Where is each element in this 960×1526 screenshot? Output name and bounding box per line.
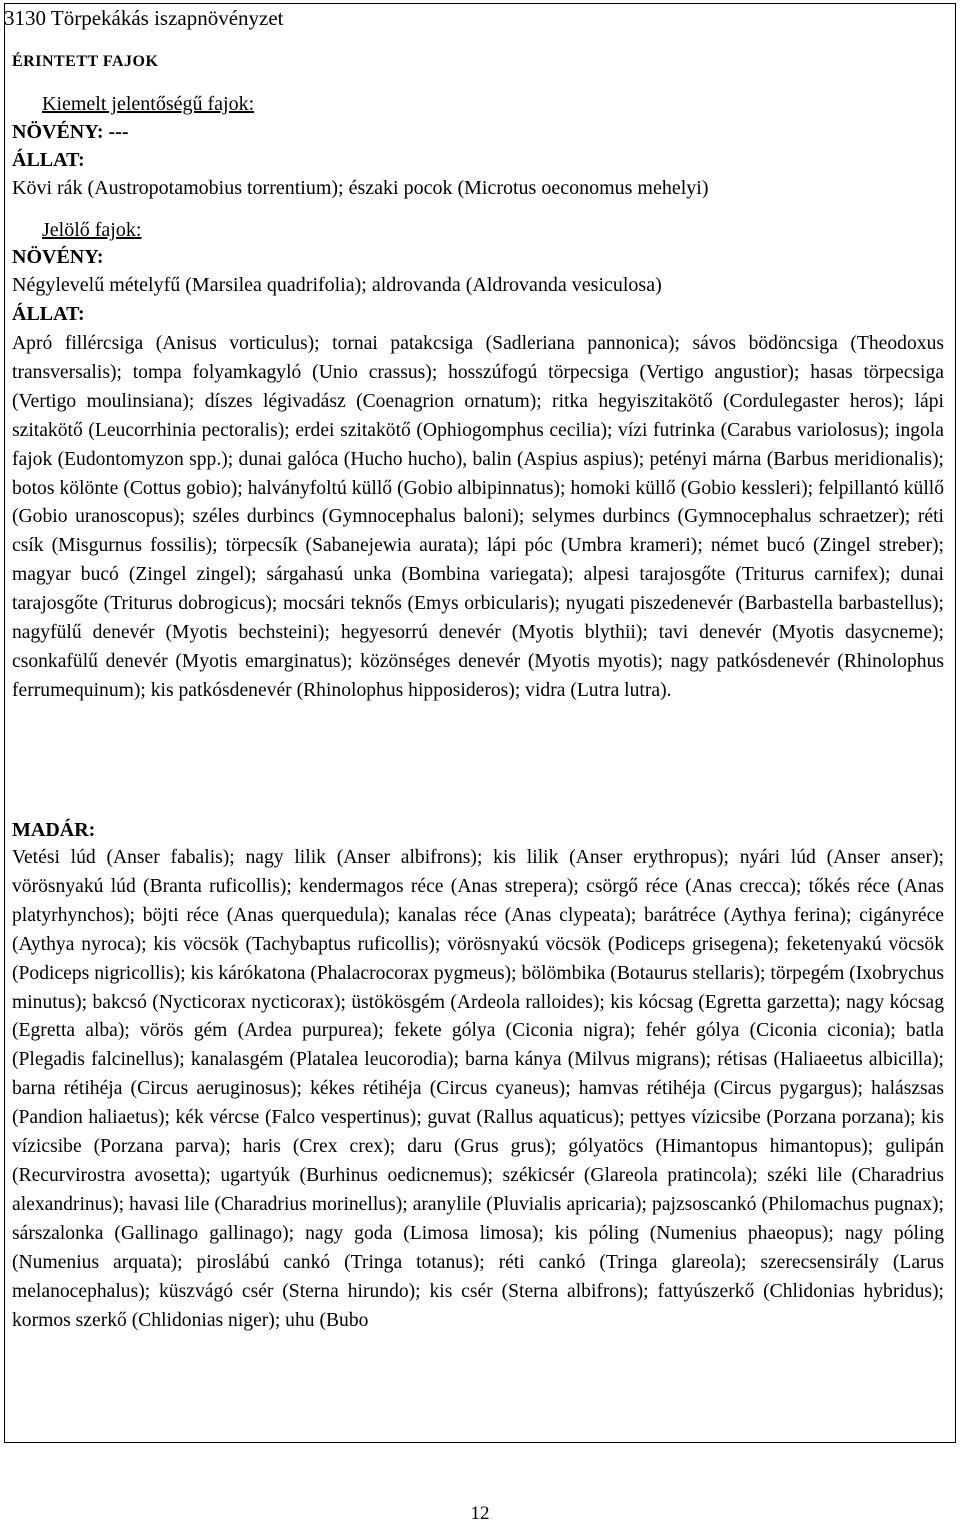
indicator-bird-label: MADÁR: [12,819,96,841]
priority-animal-text: Kövi rák (Austropotamobius torrentium); északi pocok (Microtus oeconomus mehelyi) [12,177,709,199]
section-title: 3130 Törpekákás iszapnövényzet [4,6,284,30]
priority-animal-label: ÁLLAT: [12,149,85,171]
indicator-animal-label: ÁLLAT: [12,303,85,325]
priority-plant-label: NÖVÉNY: --- [12,121,129,143]
affected-species-heading: ÉRINTETT FAJOK [12,53,159,70]
indicator-plant-text: Négylevelű mételyfű (Marsilea quadrifolia); aldrovanda (Aldrovanda vesiculosa) [12,274,662,296]
indicator-animal-text: Apró fillércsiga (Anisus vorticulus); tornai patakcsiga (Sadleriana pannonica); sávos bödöncsiga (Theodoxus transversalis); tompa folyamkagyló (Unio crassus); hosszúfogú törpecsiga (Vertigo angustior); hasas törpecsiga (Vertigo moulinsiana); díszes légivadász (Coenagrion ornatum); ritka hegyiszitakötő (Cordulegaster heros); lápi szitakötő (Leucorrhinia pectoralis); erdei szitakötő (Ophiogomphus cecilia); vízi futrinka (Carabus variolosus); ingola fajok (Eudontomyzon spp.); dunai galóca (Hucho hucho), balin (Aspius aspius); petényi márna (Barbus meridionalis); botos kölönte (Cottus gobio); halványfoltú küllő (Gobio albipinnatus); homoki küllő (Gobio kessleri); felpillantó küllő (Gobio uranoscopus); széles durbincs (Gymnocephalus baloni); selymes durbincs (Gymnocephalus schraetzer); réti csík (Misgurnus fossilis); törpecsík (Sabanejewia aurata); lápi póc (Umbra krameri); német bucó (Zingel streber); magyar bucó (Zingel zingel); sárgahasú unka (Bombina variegata); alpesi tarajosgőte (Triturus carnifex); dunai tarajosgőte (Triturus dobrogicus); mocsári teknős (Emys orbicularis); nyugati piszedenevér (Barbastella barbastellus); nagyfülű denevér (Myotis bechsteini); hegyesorrú denevér (Myotis blythii); tavi denevér (Myotis dasycneme); csonkafülű denevér (Myotis emarginatus); közönséges denevér (Myotis myotis); nagy patkósdenevér (Rhinolophus ferrumequinum); kis patkósdenevér (Rhinolophus hipposideros); vidra (Lutra lutra). [12,333,944,701]
page-number: 12 [470,1503,490,1524]
indicator-bird-text: Vetési lúd (Anser fabalis); nagy lilik (Anser albifrons); kis lilik (Anser erythropus); nyári lúd (Anser anser); vörösnyakú lúd (Branta ruficollis); kendermagos réce (Anas strepera); csörgő réce (Anas crecca); tőkés réce (Anas platyrhynchos); böjti réce (Anas querquedula); kanalas réce (Anas clypeata); barátréce (Aythya ferina); cigányréce (Aythya nyroca); kis vöcsök (Tachybaptus ruficollis); vörösnyakú vöcsök (Podiceps grisegena); feketenyakú vöcsök (Podiceps nigricollis); kis kárókatona (Phalacrocorax pygmeus); bölömbika (Botaurus stellaris); törpegém (Ixobrychus minutus); bakcsó (Nycticorax nycticorax); üstökösgém (Ardeola ralloides); kis kócsag (Egretta garzetta); nagy kócsag (Egretta alba); vörös gém (Ardea purpurea); fekete gólya (Ciconia nigra); fehér gólya (Ciconia ciconia); batla (Plegadis falcinellus); kanalasgém (Platalea leucorodia); barna kánya (Milvus migrans); rétisas (Haliaeetus albicilla); barna rétihéja (Circus aeruginosus); kékes rétihéja (Circus cyaneus); hamvas rétihéja (Circus pygargus); halászsas (Pandion haliaetus); kék vércse (Falco vespertinus); guvat (Rallus aquaticus); pettyes vízicsibe (Porzana porzana); kis vízicsibe (Porzana parva); haris (Crex crex); daru (Grus grus); gólyatöcs (Himantopus himantopus); gulipán (Recurvirostra avosetta); ugartyúk (Burhinus oedicnemus); székicsér (Glareola pratincola); széki lile (Charadrius alexandrinus); havasi lile (Charadrius morinellus); aranylile (Pluvialis apricaria); pajzsoscankó (Philomachus pugnax); sárszalonka (Gallinago gallinago); nagy goda (Limosa limosa); kis póling (Numenius phaeopus); nagy póling (Numenius arquata); piroslábú cankó (Tringa totanus); réti cankó (Tringa glareola); szerecsensirály (Larus melanocephalus); küszvágó csér (Sterna hirundo); kis csér (Sterna albifrons); fattyúszerkő (Chlidonias hybridus); kormos szerkő (Chlidonias niger); uhu (Bubo [12,847,944,1331]
indicator-species-heading: Jelölő fajok: [42,219,142,241]
priority-species-heading: Kiemelt jelentőségű fajok: [42,93,255,115]
indicator-plant-label: NÖVÉNY: [12,246,104,268]
